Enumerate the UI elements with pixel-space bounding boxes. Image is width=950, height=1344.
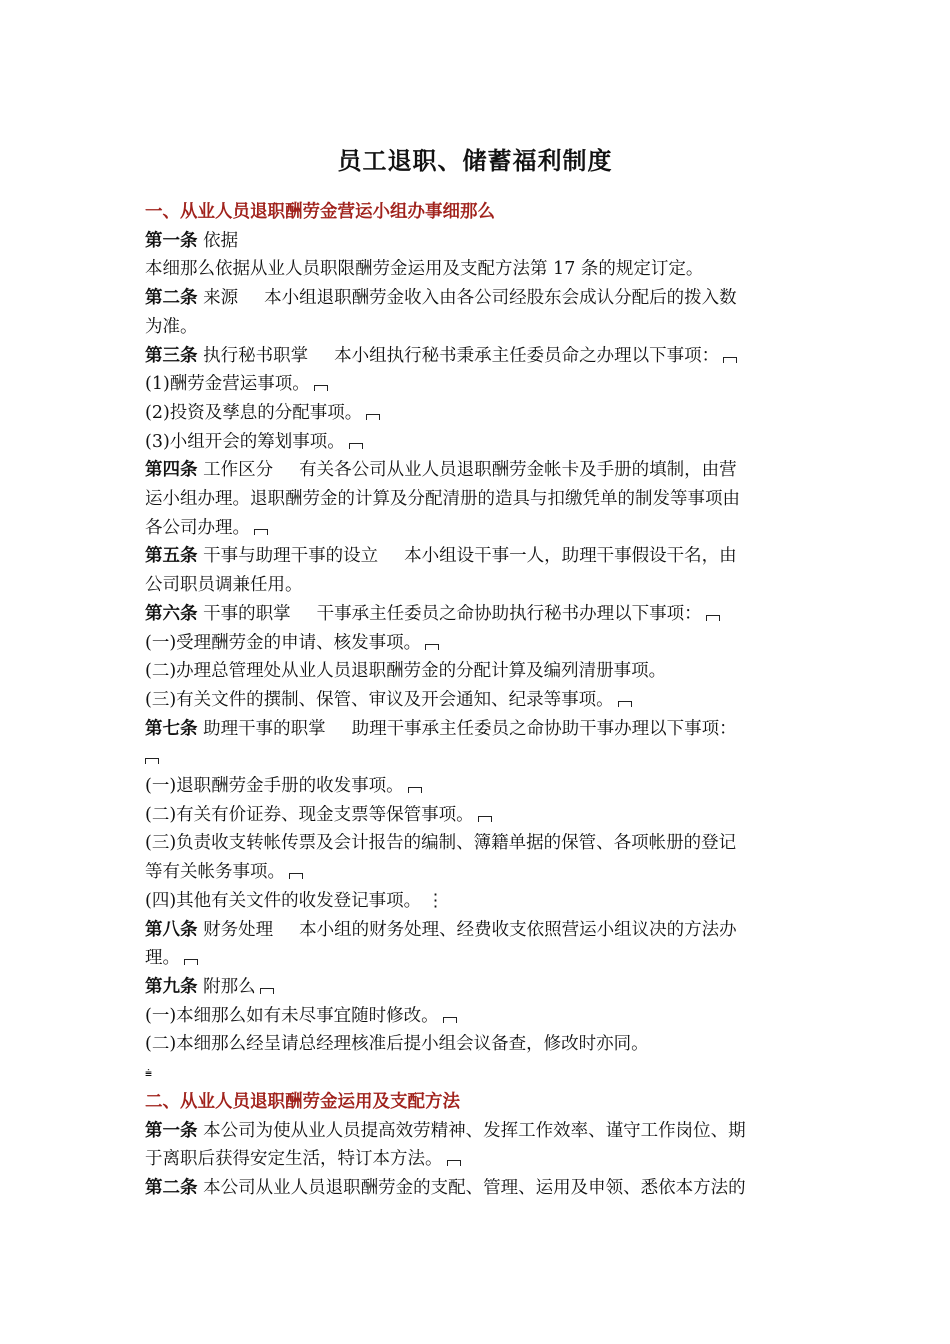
article-label: 第三条: [145, 345, 198, 366]
article-label: 第七条: [145, 718, 198, 739]
paragraph-mark-icon: [447, 1160, 461, 1166]
paragraph-mark-icon: [706, 615, 720, 621]
article-7: [145, 715, 805, 744]
list-item: [145, 1002, 805, 1031]
article-name: 干事与助理干事的设立: [203, 546, 379, 567]
article-label: 第一条: [145, 1120, 198, 1141]
list-item: (二)办理总管理处从业人员退职酬劳金的分配计算及编列清册事项。: [145, 661, 667, 682]
article-text: 本公司为使从业人员提高效劳精神、发挥工作效率、谨守工作岗位、期: [203, 1120, 746, 1141]
colon-mark-icon: ⋮: [426, 890, 445, 911]
list-item-text: (1)酬劳金营运事项。: [145, 374, 310, 395]
article-name: 来源: [203, 288, 239, 309]
paragraph-continuation: [145, 514, 805, 543]
continuation-text: 等有关帐务事项。: [145, 862, 285, 883]
list-item-text: (3)小组开会的筹划事项。: [145, 431, 345, 452]
article-4: [145, 456, 805, 485]
article-1: [145, 227, 805, 256]
paragraph-mark-icon: [289, 873, 303, 879]
list-item-text: (三)有关文件的撰制、保管、审议及开会通知、纪录等事项。: [145, 689, 614, 710]
article-5: [145, 542, 805, 571]
article-label: 第六条: [145, 603, 198, 624]
list-item: [145, 686, 805, 715]
article-name: 依据: [203, 230, 239, 251]
article-name: 工作区分: [203, 460, 274, 481]
article-3: [145, 342, 805, 371]
paragraph-continuation: [145, 858, 805, 887]
paragraph-mark-icon: [145, 758, 159, 764]
article-6: [145, 600, 805, 629]
paragraph-mark-icon: [425, 644, 439, 650]
continuation-text: 各公司办理。: [145, 517, 250, 538]
article-text: 助理干事承主任委员之命协助干事办理以下事项：: [351, 718, 737, 739]
list-item: [145, 887, 805, 916]
article-text: 本小组执行秘书秉承主任委员命之办理以下事项：: [334, 345, 720, 366]
document-body: [145, 198, 805, 1203]
document-title: 员工退职、储蓄福利制度: [337, 146, 613, 175]
list-item-text: (二)有关有价证券、现金支票等保管事项。: [145, 804, 474, 825]
article-text: 干事承主任委员之命协助执行秘书办理以下事项：: [316, 603, 702, 624]
paragraph-mark-line: [145, 743, 805, 772]
paragraph-mark-icon: [314, 385, 328, 391]
article-name: 执行秘书职掌: [203, 345, 309, 366]
article-1-section-2: [145, 1117, 805, 1146]
list-item: [145, 370, 805, 399]
paragraph-mark-icon: [254, 529, 268, 535]
article-name: 附那么: [203, 976, 256, 997]
paragraph-mark-icon: [260, 988, 274, 994]
list-item: [145, 772, 805, 801]
list-item-text: (2)投资及孳息的分配事项。: [145, 402, 363, 423]
continuation-text: 于离职后获得安定生活，特订本方法。: [145, 1149, 443, 1170]
section-heading-2: 二、从业人员退职酬劳金运用及支配方法: [145, 1091, 460, 1112]
article-name: 干事的职掌: [203, 603, 291, 624]
article-2: [145, 284, 805, 313]
paragraph-continuation: 运小组办理。退职酬劳金的计算及分配清册的造具与扣缴凭单的制发等事项由: [145, 489, 740, 510]
article-label: 第一条: [145, 230, 198, 251]
list-item: [145, 629, 805, 658]
paragraph-continuation: [145, 944, 805, 973]
paragraph-continuation: 为准。: [145, 316, 198, 337]
list-item: (二)本细那么经呈请总经理核准后提小组会议备查，修改时亦同。: [145, 1034, 649, 1055]
paragraph-mark-icon: [618, 701, 632, 707]
article-name: 助理干事的职掌: [203, 718, 326, 739]
list-item-text: (一)受理酬劳金的申请、核发事项。: [145, 632, 422, 653]
paragraph-continuation: 公司职员调兼任用。: [145, 575, 303, 596]
paragraph: 本细那么依据从业人员职限酬劳金运用及支配方法第 17 条的规定订定。: [145, 259, 704, 280]
list-item: [145, 428, 805, 457]
list-item-text: (四)其他有关文件的收发登记事项。: [145, 890, 422, 911]
continuation-text: 理。: [145, 948, 180, 969]
article-text: 本小组退职酬劳金收入由各公司经股东会成认分配后的拨入数: [264, 288, 737, 309]
article-text: 本小组的财务处理、经费收支依照营运小组议决的方法办: [299, 919, 737, 940]
paragraph-mark-icon: [366, 414, 380, 420]
paragraph-mark-icon: [349, 443, 363, 449]
article-text: 有关各公司从业人员退职酬劳金帐卡及手册的填制，由营: [299, 460, 737, 481]
article-label: 第五条: [145, 546, 198, 567]
article-2-section-2: [145, 1174, 805, 1203]
paragraph-mark-icon: [408, 787, 422, 793]
paragraph-mark-icon: [184, 959, 198, 965]
paragraph-mark-icon: [443, 1017, 457, 1023]
article-label: 第二条: [145, 1177, 198, 1198]
list-item: (三)负责收支转帐传票及会计报告的编制、簿籍单据的保管、各项帐册的登记: [145, 833, 737, 854]
paragraph-continuation: [145, 1145, 805, 1174]
list-item-text: (一)本细那么如有未尽事宜随时修改。: [145, 1005, 439, 1026]
small-mark-icon: ⩧: [145, 1066, 153, 1081]
article-label: 第二条: [145, 288, 198, 309]
article-label: 第四条: [145, 460, 198, 481]
list-item-text: (一)退职酬劳金手册的收发事项。: [145, 776, 404, 797]
article-label: 第八条: [145, 919, 198, 940]
article-name: 财务处理: [203, 919, 274, 940]
article-8: [145, 916, 805, 945]
list-item: [145, 801, 805, 830]
article-text: 本小组设干事一人，助理干事假设干名，由: [404, 546, 737, 567]
list-item: [145, 399, 805, 428]
article-9: [145, 973, 805, 1002]
paragraph-mark-icon: [478, 816, 492, 822]
article-text: 本公司从业人员退职酬劳金的支配、管理、运用及申领、悉依本方法的: [203, 1177, 746, 1198]
article-label: 第九条: [145, 976, 198, 997]
section-heading-1: 一、从业人员退职酬劳金营运小组办事细那么: [145, 202, 495, 222]
paragraph-mark-icon: [723, 357, 737, 363]
